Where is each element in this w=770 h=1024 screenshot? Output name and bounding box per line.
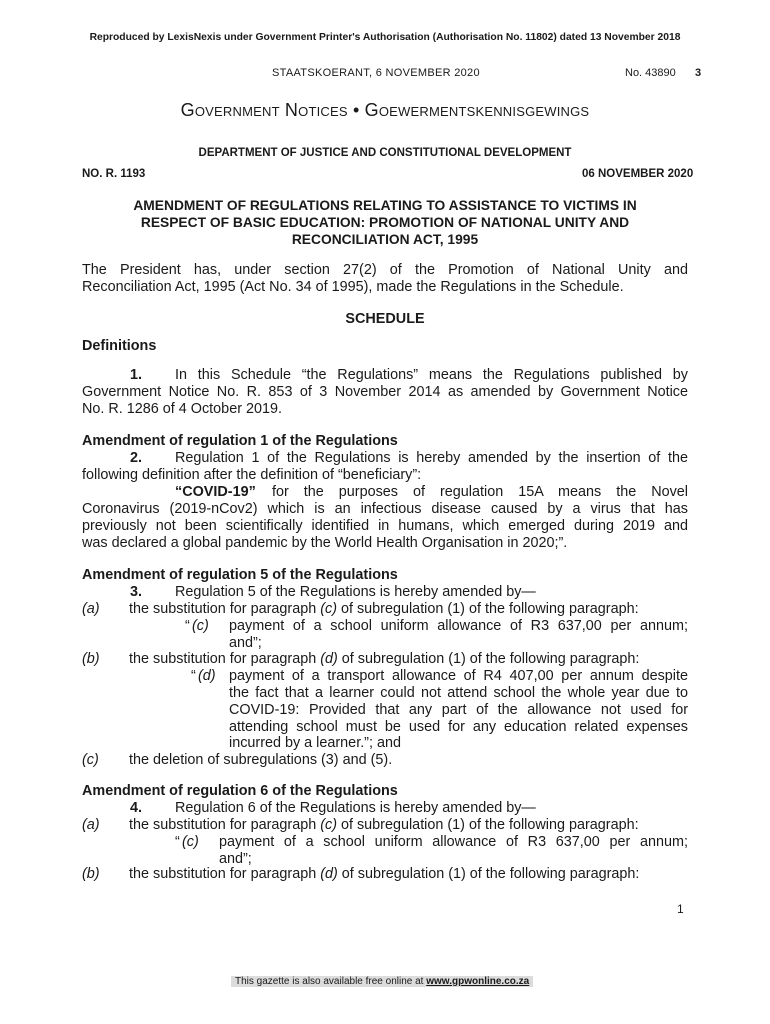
reg5-a-quote-line-1: payment of a school uniform allowance of R3 637,00 per annum; bbox=[229, 618, 688, 634]
gazette-number: No. 43890 bbox=[625, 67, 676, 79]
reg6-a-post: of subregulation (1) of the following paragraph: bbox=[340, 817, 639, 833]
section-2-number: 2. bbox=[130, 450, 143, 466]
page-number: 1 bbox=[677, 902, 684, 916]
reg5-b-quote-line-3: COVID-19: Provided that any part of the allowance not used for bbox=[229, 702, 688, 718]
notice-date: 06 NOVEMBER 2020 bbox=[582, 168, 694, 180]
department-name: DEPARTMENT OF JUSTICE AND CONSTITUTIONAL DEVELOPMENT bbox=[198, 147, 572, 159]
footer-note bbox=[231, 976, 533, 987]
intro-line-2: Reconciliation Act, 1995 (Act No. 34 of 1995), made the Regulations in the Schedule. bbox=[82, 279, 624, 295]
covid-line-1: for the purposes of regulation 15A means the Novel bbox=[272, 484, 688, 500]
covid-term: “COVID-19” bbox=[175, 484, 256, 500]
reg5-c-text: the deletion of subregulations (3) and (5). bbox=[129, 752, 393, 768]
reg5-a-pre: the substitution for paragraph bbox=[129, 601, 317, 617]
gazette-title: STAATSKOERANT, 6 NOVEMBER 2020 bbox=[272, 67, 480, 79]
section-4-number: 4. bbox=[130, 800, 143, 816]
reg5-heading: Amendment of regulation 5 of the Regulations bbox=[82, 567, 398, 583]
reg6-b-label: (b) bbox=[82, 866, 100, 882]
section-1-number: 1. bbox=[130, 367, 143, 383]
notice-number: NO. R. 1193 bbox=[82, 168, 146, 180]
reg5-b-line bbox=[129, 651, 639, 668]
section-2-line-2: following definition after the definition of “beneficiary”: bbox=[82, 467, 422, 483]
notice-title: AMENDMENT OF REGULATIONS RELATING TO ASSISTANCE TO VICTIMS IN RESPECT OF BASIC EDUCATION: PROMOTION OF NATIONAL UNITY AND RECONCILIATION ACT, 1995 bbox=[133, 198, 637, 247]
section-4-line-1: Regulation 6 of the Regulations is hereby amended by— bbox=[175, 800, 536, 816]
reg5-a-post: of subregulation (1) of the following paragraph: bbox=[340, 601, 639, 617]
reg5-a-quote-label: (c) bbox=[192, 618, 209, 634]
notices-english: Government Notices bbox=[180, 100, 348, 120]
reproduction-note: Reproduced by LexisNexis under Government Printer's Authorisation (Authorisation No. 11802) dated 13 November 2018 bbox=[89, 32, 681, 43]
reg5-a-paragraph: (c) bbox=[320, 601, 337, 617]
reg6-a-quote-line-2: and”; bbox=[219, 851, 252, 867]
reg6-a-quote-label: (c) bbox=[182, 834, 199, 850]
covid-line-4: was declared a global pandemic by the World Health Organisation in 2020;”. bbox=[82, 535, 568, 551]
notices-afrikaans: Goewermentskennisgewings bbox=[364, 100, 590, 120]
reg6-a-paragraph: (c) bbox=[320, 817, 337, 833]
definitions-heading: Definitions bbox=[82, 338, 157, 354]
reg6-a-label: (a) bbox=[82, 817, 100, 833]
reg5-b-paragraph: (d) bbox=[320, 651, 338, 667]
footer-text: This gazette is also available free online at bbox=[235, 976, 424, 987]
reg5-b-pre: the substitution for paragraph bbox=[129, 651, 317, 667]
section-1-line-3: No. R. 1286 of 4 October 2019. bbox=[82, 401, 282, 417]
reg5-a-label: (a) bbox=[82, 601, 100, 617]
reg5-b-quote-line-4: attending school must be used for any education related expenses bbox=[229, 719, 688, 735]
covid-line-3: previously not been scientifically identified in humans, which emerged during 2019 and bbox=[82, 518, 688, 534]
reg5-b-label: (b) bbox=[82, 651, 100, 667]
reg5-a-quote-open: “ bbox=[185, 618, 190, 634]
schedule-heading: SCHEDULE bbox=[345, 311, 425, 327]
reg5-b-quote-label: (d) bbox=[198, 668, 216, 684]
reg6-a-quote-open: “ bbox=[175, 834, 180, 850]
reg6-a-quote-line-1: payment of a school uniform allowance of R3 637,00 per annum; bbox=[219, 834, 688, 850]
section-3-line-1: Regulation 5 of the Regulations is hereby amended by— bbox=[175, 584, 536, 600]
intro-line-1: The President has, under section 27(2) of the Promotion of National Unity and bbox=[82, 262, 688, 278]
reg5-a-quote-line-2: and”; bbox=[229, 635, 262, 651]
reg6-b-pre: the substitution for paragraph bbox=[129, 866, 317, 882]
reg5-a-line bbox=[129, 601, 639, 618]
gazette-page-number: 3 bbox=[695, 67, 702, 79]
section-1-line-1: In this Schedule “the Regulations” means the Regulations published by bbox=[175, 367, 688, 383]
reg5-b-quote-line-5: incurred by a learner.”; and bbox=[229, 735, 401, 751]
reg6-b-post: of subregulation (1) of the following paragraph: bbox=[341, 866, 640, 882]
reg6-a-pre: the substitution for paragraph bbox=[129, 817, 317, 833]
covid-line-2: Coronavirus (2019-nCov2) which is an infectious disease caused by a virus that has bbox=[82, 501, 688, 517]
reg5-b-quote-line-2: the fact that a learner could not attend school the whole year due to bbox=[229, 685, 688, 701]
section-3-number: 3. bbox=[130, 584, 143, 600]
reg6-a-line bbox=[129, 817, 639, 834]
footer-link[interactable]: www.gpwonline.co.za bbox=[426, 976, 530, 987]
notices-heading bbox=[0, 100, 770, 121]
reg5-b-quote-line-1: payment of a transport allowance of R4 407,00 per annum despite bbox=[229, 668, 688, 684]
reg6-b-line bbox=[129, 866, 639, 883]
reg5-c-label: (c) bbox=[82, 752, 99, 768]
section-1-line-2: Government Notice No. R. 853 of 3 November 2014 as amended by Government Notice bbox=[82, 384, 688, 400]
notices-bullet: • bbox=[352, 100, 360, 120]
reg1-heading: Amendment of regulation 1 of the Regulations bbox=[82, 433, 398, 449]
reg5-b-post: of subregulation (1) of the following paragraph: bbox=[341, 651, 640, 667]
reg5-b-quote-open: “ bbox=[191, 668, 196, 684]
section-2-line-1: Regulation 1 of the Regulations is hereby amended by the insertion of the bbox=[175, 450, 688, 466]
reg6-heading: Amendment of regulation 6 of the Regulations bbox=[82, 783, 398, 799]
reg6-b-paragraph: (d) bbox=[320, 866, 338, 882]
